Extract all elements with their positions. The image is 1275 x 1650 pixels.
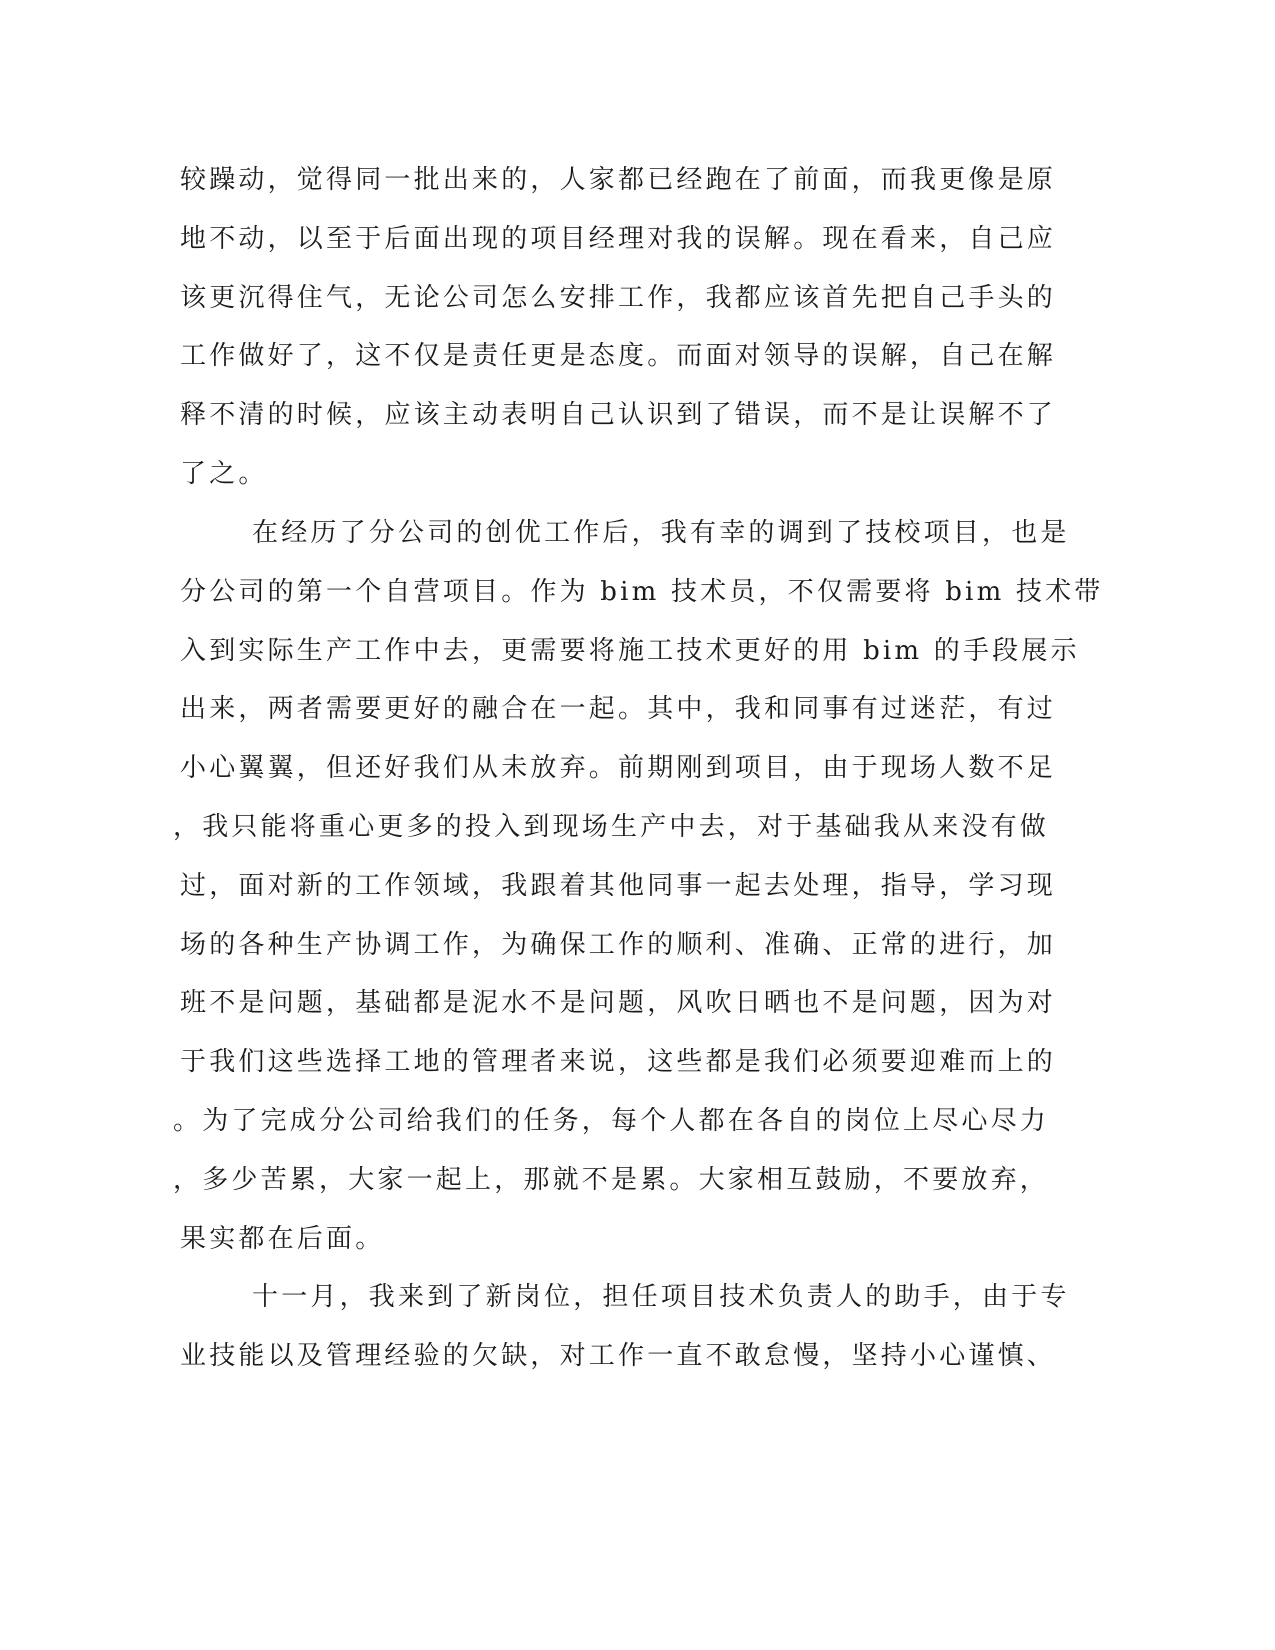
text-line: 。为了完成分公司给我们的任务，每个人都在各自的岗位上尽心尽力 xyxy=(173,1106,1050,1136)
text-line: 场的各种生产协调工作，为确保工作的顺利、准确、正常的进行，加 xyxy=(180,930,1057,960)
text-line: 于我们这些选择工地的管理者来说，这些都是我们必须要迎难而上的 xyxy=(180,1047,1057,1077)
text-line: 了之。 xyxy=(180,459,268,489)
text-line: 小心翼翼，但还好我们从未放弃。前期刚到项目，由于现场人数不足 xyxy=(180,753,1057,783)
text-line: 分公司的第一个自营项目。作为 bim 技术员，不仅需要将 bim 技术带 xyxy=(180,577,1104,607)
text-line: 班不是问题，基础都是泥水不是问题，风吹日晒也不是问题，因为对 xyxy=(180,988,1057,1018)
text-line: 果实都在后面。 xyxy=(180,1224,385,1254)
text-line: 该更沉得住气，无论公司怎么安排工作，我都应该首先把自己手头的 xyxy=(180,283,1057,313)
text-line: 较躁动，觉得同一批出来的，人家都已经跑在了前面，而我更像是原 xyxy=(180,165,1057,195)
text-line: 工作做好了，这不仅是责任更是态度。而面对领导的误解，自己在解 xyxy=(180,341,1057,371)
text-line: 入到实际生产工作中去，更需要将施工技术更好的用 bim 的手段展示 xyxy=(180,636,1080,666)
text-line: 业技能以及管理经验的欠缺，对工作一直不敢怠慢，坚持小心谨慎、 xyxy=(180,1341,1057,1371)
text-line: ，我只能将重心更多的投入到现场生产中去，对于基础我从来没有做 xyxy=(173,812,1050,842)
text-line: 地不动，以至于后面出现的项目经理对我的误解。现在看来，自己应 xyxy=(180,224,1057,254)
text-line: 出来，两者需要更好的融合在一起。其中，我和同事有过迷茫，有过 xyxy=(180,694,1057,724)
text-line: ，多少苦累，大家一起上，那就不是累。大家相互鼓励，不要放弃， xyxy=(173,1165,1050,1195)
text-line: 释不清的时候，应该主动表明自己认识到了错误，而不是让误解不了 xyxy=(180,400,1057,430)
text-line: 过，面对新的工作领域，我跟着其他同事一起去处理，指导，学习现 xyxy=(180,871,1057,901)
paragraph-first-line: 十一月，我来到了新岗位，担任项目技术负责人的助手，由于专 xyxy=(252,1282,1070,1312)
paragraph-first-line: 在经历了分公司的创优工作后，我有幸的调到了技校项目，也是 xyxy=(252,518,1070,548)
